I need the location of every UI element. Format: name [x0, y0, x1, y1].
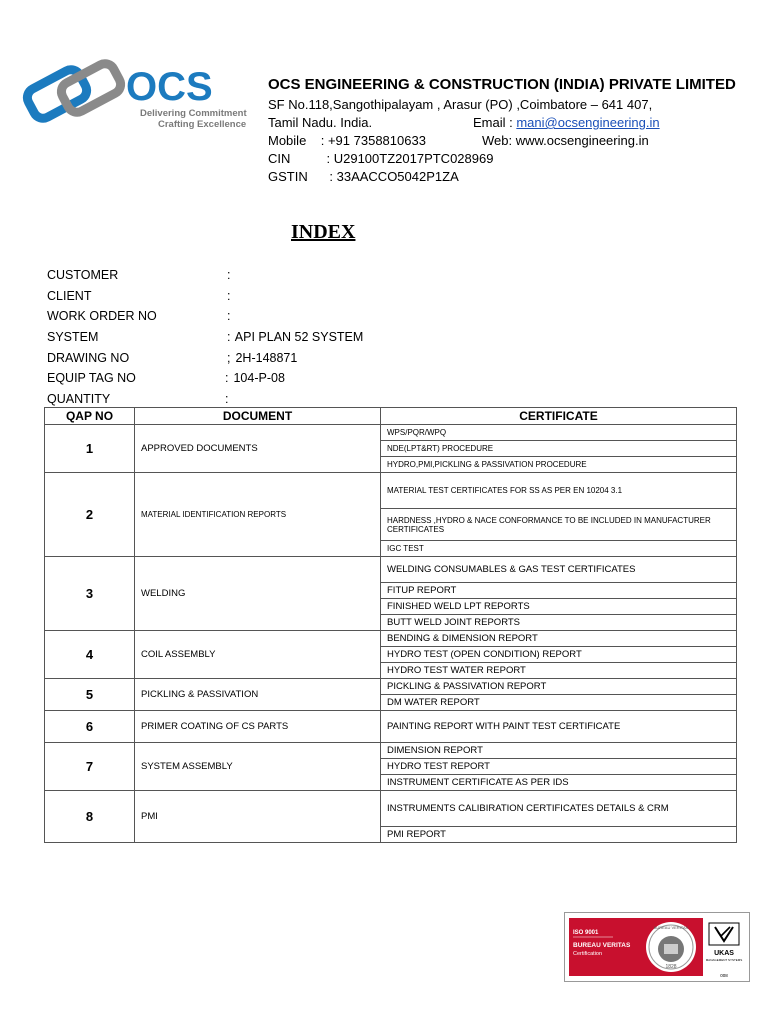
- qap-number-cell: 5: [45, 679, 135, 711]
- header-document: DOCUMENT: [135, 408, 381, 425]
- table-row: [45, 425, 737, 441]
- ukas-icon: [706, 923, 743, 978]
- email-label: Email :: [473, 115, 517, 130]
- info-field-row: [47, 347, 363, 368]
- field-separator: :: [227, 288, 231, 303]
- index-table: [44, 407, 737, 843]
- field-label: SYSTEM: [47, 330, 99, 345]
- document-cell: PRIMER COATING OF CS PARTS: [135, 711, 381, 743]
- certificate-cell: DIMENSION REPORT: [381, 743, 737, 759]
- certificate-cell: DM WATER REPORT: [381, 695, 737, 711]
- email-link[interactable]: mani@ocsengineering.in: [516, 115, 660, 130]
- qap-number-cell: 7: [45, 743, 135, 791]
- field-value: 2H-148871: [232, 350, 298, 365]
- info-field-row: [47, 286, 363, 307]
- table-row: [45, 679, 737, 695]
- certificate-cell: IGC TEST: [381, 541, 737, 557]
- field-label: DRAWING NO: [47, 350, 130, 365]
- seal-top-text: BUREAU VERITAS: [653, 925, 689, 930]
- info-field-row: [47, 265, 363, 286]
- logo-brand: OCS: [126, 65, 213, 109]
- certificate-cell: HYDRO TEST (OPEN CONDITION) REPORT: [381, 647, 737, 663]
- document-cell: MATERIAL IDENTIFICATION REPORTS: [135, 473, 381, 557]
- certificate-cell: BUTT WELD JOINT REPORTS: [381, 615, 737, 631]
- iso-text: ISO 9001: [573, 930, 599, 936]
- certificate-cell: WELDING CONSUMABLES & GAS TEST CERTIFICATES: [381, 557, 737, 583]
- certificate-cell: BENDING & DIMENSION REPORT: [381, 631, 737, 647]
- certificate-cell: HYDRO TEST WATER REPORT: [381, 663, 737, 679]
- web-text: Web: www.ocsengineering.in: [482, 133, 649, 148]
- header-certificate: CERTIFICATE: [381, 408, 737, 425]
- certificate-cell: PICKLING & PASSIVATION REPORT: [381, 679, 737, 695]
- mobile-text: Mobile : +91 7358810633: [268, 133, 426, 148]
- seal-year: 1828: [665, 964, 677, 970]
- qap-number-cell: 2: [45, 473, 135, 557]
- company-logo: [22, 58, 254, 136]
- table-row: [45, 631, 737, 647]
- bv-seal-icon: [646, 922, 696, 972]
- info-field-row: [47, 306, 363, 327]
- field-label: WORK ORDER NO: [47, 309, 157, 324]
- cin-text: CIN : U29100TZ2017PTC028969: [268, 151, 494, 166]
- info-fields: [47, 265, 363, 409]
- certificate-cell: PMI REPORT: [381, 827, 737, 843]
- field-label: CLIENT: [47, 288, 92, 303]
- field-label: CUSTOMER: [47, 268, 119, 283]
- field-separator: :: [227, 330, 231, 345]
- qap-number-cell: 8: [45, 791, 135, 843]
- ukas-sub-text: MANAGEMENT SYSTEMS: [705, 958, 743, 962]
- field-separator: ;: [227, 350, 231, 365]
- info-field-row: [47, 327, 363, 348]
- ukas-text: UKAS: [714, 950, 734, 957]
- certificate-cell: FITUP REPORT: [381, 583, 737, 599]
- company-name: OCS ENGINEERING & CONSTRUCTION (INDIA) PRIVATE LIMITED: [268, 76, 736, 93]
- certificate-cell: INSTRUMENTS CALIBIRATION CERTIFICATES DETAILS & CRM: [381, 791, 737, 827]
- table-row: [45, 557, 737, 583]
- field-separator: :: [225, 371, 229, 386]
- qap-number-cell: 6: [45, 711, 135, 743]
- company-details: [268, 76, 736, 186]
- document-cell: COIL ASSEMBLY: [135, 631, 381, 679]
- table-row: [45, 711, 737, 743]
- table-header-row: [45, 408, 737, 425]
- field-label: QUANTITY: [47, 391, 111, 406]
- chain-link-icon: [24, 60, 124, 121]
- table-row: [45, 791, 737, 827]
- certificate-cell: NDE(LPT&RT) PROCEDURE: [381, 441, 737, 457]
- logo-tagline-2: Crafting Excellence: [158, 119, 247, 130]
- certification-logo: [564, 912, 750, 982]
- bv-text: BUREAU VERITAS: [573, 942, 631, 949]
- ukas-number: 008: [720, 973, 728, 978]
- address-country: Tamil Nadu. India.: [268, 115, 373, 130]
- document-cell: APPROVED DOCUMENTS: [135, 425, 381, 473]
- table-row: [45, 473, 737, 509]
- certificate-cell: INSTRUMENT CERTIFICATE AS PER IDS: [381, 775, 737, 791]
- document-cell: WELDING: [135, 557, 381, 631]
- field-separator: :: [225, 391, 229, 406]
- contact-line: [268, 132, 736, 150]
- field-label: EQUIP TAG NO: [47, 371, 136, 386]
- logo-tagline-1: Delivering Commitment: [140, 108, 247, 119]
- field-separator: :: [227, 309, 231, 324]
- address-line-1: SF No.118,Sangothipalayam , Arasur (PO) ,Coimbatore – 641 407,: [268, 97, 653, 112]
- qap-number-cell: 3: [45, 557, 135, 631]
- qap-number-cell: 4: [45, 631, 135, 679]
- certificate-cell: PAINTING REPORT WITH PAINT TEST CERTIFICATE: [381, 711, 737, 743]
- document-cell: PICKLING & PASSIVATION: [135, 679, 381, 711]
- document-cell: SYSTEM ASSEMBLY: [135, 743, 381, 791]
- certificate-cell: FINISHED WELD LPT REPORTS: [381, 599, 737, 615]
- address-line-2: [268, 114, 736, 132]
- certificate-cell: WPS/PQR/WPQ: [381, 425, 737, 441]
- info-field-row: [47, 368, 363, 389]
- field-value: API PLAN 52 SYSTEM: [232, 330, 364, 345]
- document-cell: PMI: [135, 791, 381, 843]
- certificate-cell: HYDRO,PMI,PICKLING & PASSIVATION PROCEDURE: [381, 457, 737, 473]
- gstin-text: GSTIN : 33AACCO5042P1ZA: [268, 169, 459, 184]
- field-value: 104-P-08: [230, 371, 285, 386]
- qap-number-cell: 1: [45, 425, 135, 473]
- page-title: INDEX: [291, 221, 356, 243]
- certificate-cell: MATERIAL TEST CERTIFICATES FOR SS AS PER EN 10204 3.1: [381, 473, 737, 509]
- certificate-cell: HARDNESS ,HYDRO & NACE CONFORMANCE TO BE INCLUDED IN MANUFACTURER CERTIFICATES: [381, 509, 737, 541]
- field-separator: :: [227, 268, 231, 283]
- table-row: [45, 743, 737, 759]
- certificate-cell: HYDRO TEST REPORT: [381, 759, 737, 775]
- header-qap: QAP NO: [45, 408, 135, 425]
- bv-sub-text: Certification: [573, 951, 603, 957]
